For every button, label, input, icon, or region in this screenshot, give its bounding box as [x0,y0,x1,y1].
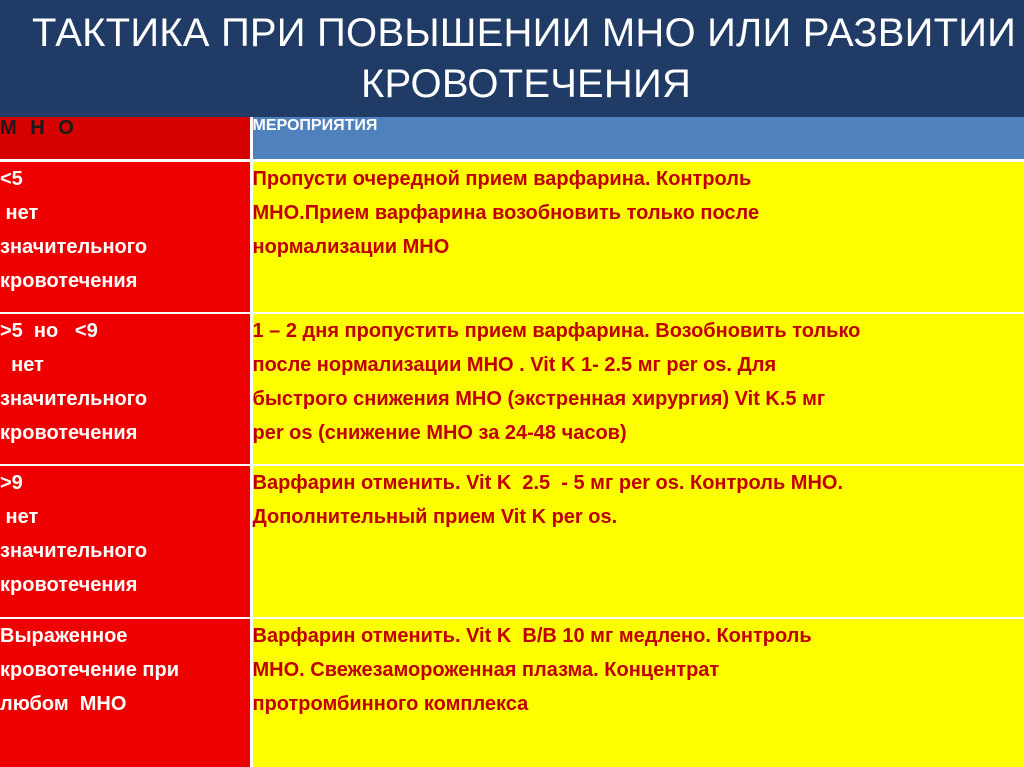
mno-line: нет [0,506,39,528]
mno-line: кровотечения [0,422,138,444]
action-line: Пропусти очередной прием варфарина. Контроль [252,167,752,190]
table-row [0,465,1024,618]
mno-line: нет [0,354,44,376]
action-line: Дополнительный прием Vit K per os. [252,506,618,528]
action-cell [251,313,1024,465]
action-line: быстрого снижения МНО (экстренная хирургия) Vit K.5 мг [252,388,826,410]
mno-line: значительного [0,235,148,258]
action-line: после нормализации МНО . Vit K 1- 2.5 мг per os. Для [252,354,777,376]
action-line: МНО. Свежезамороженная плазма. Концентрат [252,659,720,681]
action-line: нормализации МНО [252,235,450,258]
mno-cell [0,465,251,618]
header-actions: МЕРОПРИЯТИЯ [251,117,1024,160]
table-row [0,618,1024,767]
header-mno: М Н О [0,117,251,160]
mno-line: любом МНО [0,693,127,715]
mno-line: <5 [0,167,23,190]
action-line: протромбинного комплекса [252,693,529,715]
mno-line: нет [0,201,39,224]
table-row [0,313,1024,465]
action-line: Варфарин отменить. Vit K 2.5 - 5 мг per os. Контроль МНО. [252,472,844,494]
mno-line: кровотечения [0,574,138,596]
slide-title-line-1: ТАКТИКА ПРИ ПОВЫШЕНИИ МНО ИЛИ РАЗВИТИИ [32,11,1017,55]
table-row [0,160,1024,313]
mno-line: >5 но <9 [0,320,98,342]
action-cell [251,618,1024,767]
mno-cell [0,618,251,767]
mno-cell [0,313,251,465]
action-cell [251,160,1024,313]
action-line: per os (снижение МНО за 24-48 часов) [252,422,627,444]
mno-line: кровотечение при [0,659,179,681]
mno-line: Выраженное [0,625,128,647]
slide-title-line-2: КРОВОТЕЧЕНИЯ [361,62,692,106]
action-line: 1 – 2 дня пропустить прием варфарина. Возобновить только [252,320,861,342]
action-line: МНО.Прием варфарина возобновить только после [252,201,760,224]
title-bar [0,0,1024,117]
mno-line: >9 [0,472,23,494]
action-line: Варфарин отменить. Vit K В/В 10 мг медлено. Контроль [252,625,812,647]
mno-cell [0,160,251,313]
mno-line: значительного [0,540,148,562]
table-header-row [0,117,1024,160]
inr-tactics-table [0,117,1024,767]
mno-line: кровотечения [0,269,138,292]
action-cell [251,465,1024,618]
mno-line: значительного [0,388,148,410]
